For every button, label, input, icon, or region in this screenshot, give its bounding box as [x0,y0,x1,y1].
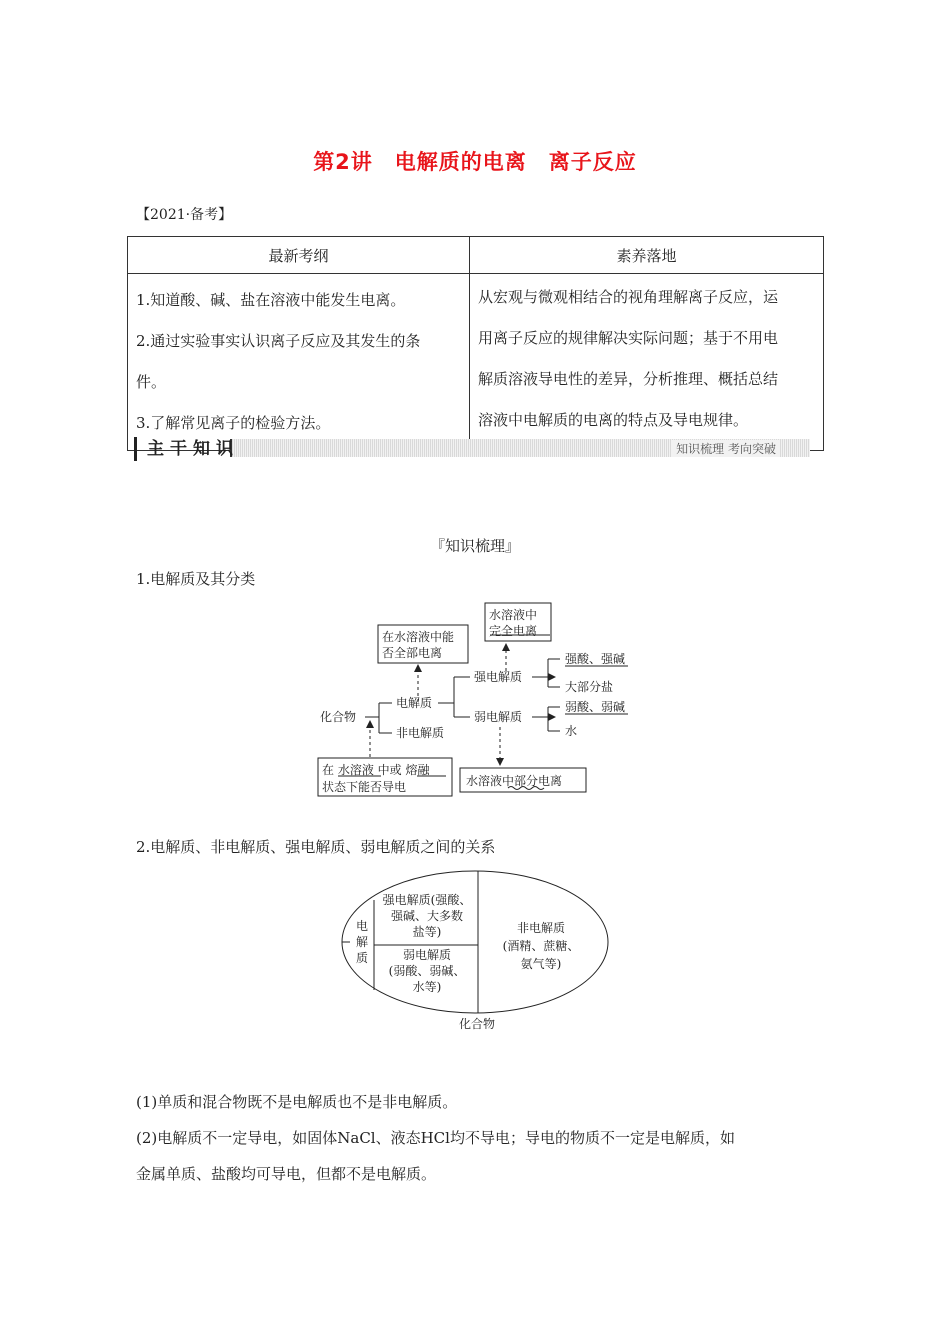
water-label: 水 [565,724,578,738]
electrolyte-char: 质 [356,951,369,965]
compound-label: 化合物 [320,710,357,724]
box-conduct-line2: 状态下能否导电 [322,780,407,794]
item1-heading: 1.电解质及其分类 [136,570,256,588]
box-fully-line2: 完全电离 [489,624,538,638]
strong-region-line: 强碱、大多数 [390,909,464,923]
literacy-line: 解质溶液导电性的差异，分析推理、概括总结 [478,370,779,388]
item2-heading: 2.电解质、非电解质、强电解质、弱电解质之间的关系 [136,838,496,856]
requirements-table [127,236,824,451]
literacy-line: 从宏观与微观相结合的视角理解离子反应，运 [478,288,779,306]
table-header-right: 素养落地 [470,237,824,274]
weak-region-line: 弱电解质 [402,948,452,962]
strong-acid-base-label: 强酸、强碱 [565,652,626,666]
syllabus-line: 2.通过实验事实认识离子反应及其发生的条 [136,332,421,350]
electrolyte-label: 电解质 [396,696,433,710]
box-fully-line1: 水溶液中 [489,608,538,622]
weak-electrolyte-label: 弱电解质 [474,710,523,724]
most-salts-label: 大部分盐 [565,680,614,694]
literacy-cell [470,274,824,451]
box-all-line2: 否全部电离 [382,646,443,660]
weak-region-line: (弱酸、弱碱、 [388,964,466,978]
compound-caption: 化合物 [458,1017,496,1031]
strong-region-line: 盐等) [412,925,442,939]
strong-region-line: 强电解质(强酸、 [382,893,472,907]
section-band-label: 主干知识 [134,437,239,461]
non-region-line: 氨气等) [520,957,562,971]
electrolyte-char: 电 [356,919,369,933]
literacy-line: 用离子反应的规律解决实际问题；基于不用电 [478,329,779,347]
classification-diagram [0,595,950,810]
box-conduct-line1: 在 水溶液 中或 熔融 [322,763,430,777]
notes [136,1084,826,1192]
syllabus-line: 件。 [136,373,167,391]
year-tag: 【2021·备考】 [136,207,233,223]
page-title: 第2讲 电解质的电离 离子反应 [313,150,637,174]
syllabus-cell [128,274,470,451]
table-header-left: 最新考纲 [128,237,470,274]
weak-region-line: 水等) [412,980,442,994]
note-line: (2)电解质不一定导电，如固体NaCl、液态HCl均不导电；导电的物质不一定是电解质，如 [136,1129,735,1147]
syllabus-line: 1.知道酸、碱、盐在溶液中能发生电离。 [136,291,406,309]
note-line: (1)单质和混合物既不是电解质也不是非电解质。 [136,1093,458,1111]
non-region-line: (酒精、蔗糖、 [502,939,580,953]
section-band-sub: 知识梳理 考向突破 [672,440,780,457]
knowledge-heading: 『知识梳理』 [429,537,520,555]
box-all-line1: 在水溶液中能 [382,630,455,644]
section-band [134,437,810,461]
syllabus-line: 3.了解常见离子的检验方法。 [136,414,331,432]
electrolyte-char: 解 [356,935,369,949]
literacy-line: 溶液中电解质的电离的特点及导电规律。 [478,411,749,429]
note-line: 金属单质、盐酸均可导电，但都不是电解质。 [136,1165,437,1183]
box-partial-label: 水溶液中部分电离 [466,774,563,788]
relationship-diagram [0,870,950,1035]
weak-acid-base-label: 弱酸、弱碱 [565,700,626,714]
non-region-line: 非电解质 [516,921,566,935]
strong-electrolyte-label: 强电解质 [474,670,523,684]
non-electrolyte-label: 非电解质 [396,726,445,740]
